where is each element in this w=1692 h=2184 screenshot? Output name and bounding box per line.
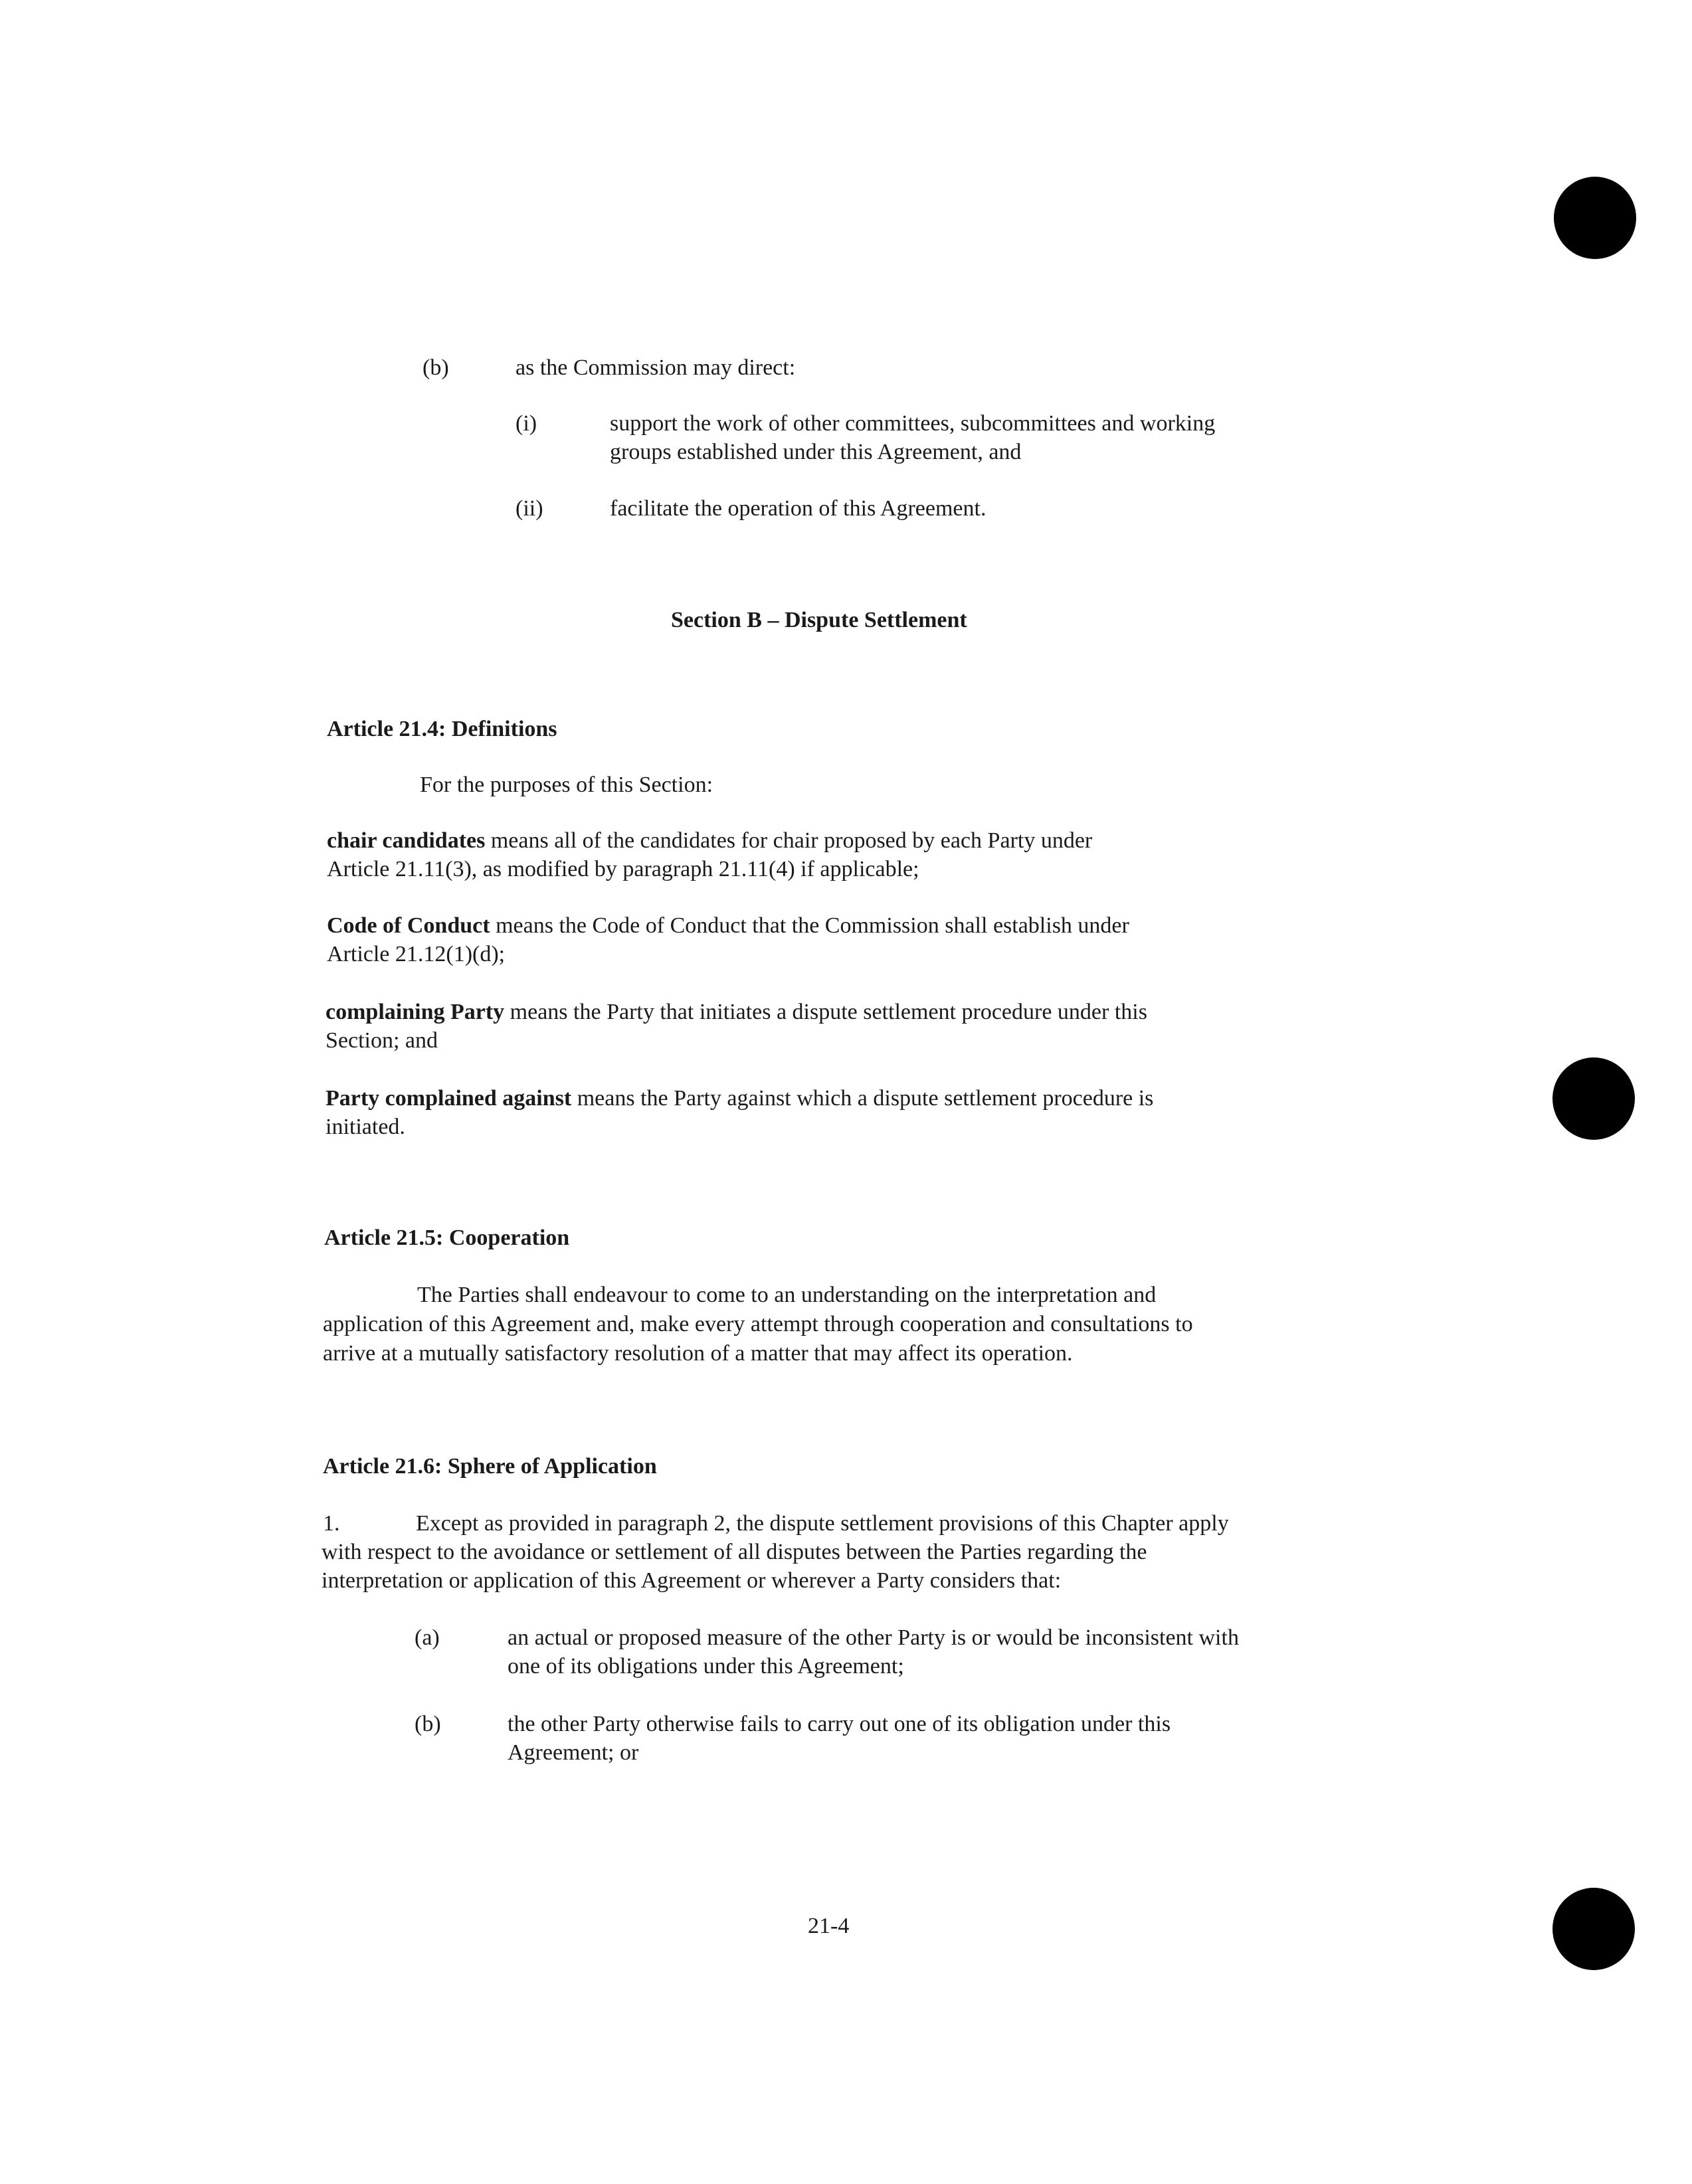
sub-b-i-marker: (i) [516, 411, 537, 436]
article-21-6-a-line2: one of its obligations under this Agreement; [508, 1654, 904, 1679]
article-21-5-line1: The Parties shall endeavour to come to an understanding on the interpretation and [417, 1283, 1157, 1307]
definition-chair-candidates: chair candidates means all of the candidates for chair proposed by each Party under [327, 828, 1093, 853]
definition-party-complained-against: Party complained against means the Party against which a dispute settlement procedure is [326, 1086, 1154, 1111]
sub-b-ii-line1: facilitate the operation of this Agreement. [610, 496, 987, 521]
definition-code-of-conduct-line2: Article 21.12(1)(d); [327, 942, 506, 966]
sub-b-i-line2: groups established under this Agreement, and [610, 440, 1022, 464]
page-number: 21-4 [808, 1914, 850, 1938]
article-21-4-heading: Article 21.4: Definitions [327, 717, 557, 741]
article-21-6-a-line1: an actual or proposed measure of the other Party is or would be inconsistent with [508, 1625, 1239, 1650]
definition-complaining-party: complaining Party means the Party that initiates a dispute settlement procedure under this [326, 1000, 1147, 1024]
article-21-4-intro: For the purposes of this Section: [420, 773, 713, 797]
article-21-6-a-marker: (a) [415, 1625, 440, 1650]
article-21-6-b-line2: Agreement; or [508, 1740, 639, 1765]
definition-party-complained-against-line2: initiated. [326, 1115, 405, 1139]
punch-hole-middle [1552, 1057, 1635, 1140]
definition-complaining-party-line2: Section; and [326, 1028, 438, 1053]
punch-hole-top [1554, 177, 1636, 259]
article-21-5-line2: application of this Agreement and, make every attempt through cooperation and consultations to [323, 1312, 1193, 1336]
article-21-6-line1: Except as provided in paragraph 2, the dispute settlement provisions of this Chapter apply [416, 1511, 1229, 1536]
article-21-6-line3: interpretation or application of this Agreement or wherever a Party considers that: [322, 1568, 1062, 1593]
definition-code-of-conduct: Code of Conduct means the Code of Conduct that the Commission shall establish under [327, 913, 1129, 938]
article-21-6-line2: with respect to the avoidance or settlement of all disputes between the Parties regarding the [322, 1540, 1147, 1564]
sub-b-marker: (b) [423, 355, 449, 380]
section-heading: Section B – Dispute Settlement [671, 608, 967, 632]
article-21-6-b-marker: (b) [415, 1712, 441, 1736]
sub-b-text: as the Commission may direct: [516, 355, 796, 380]
article-21-5-line3: arrive at a mutually satisfactory resolution of a matter that may affect its operation. [323, 1341, 1073, 1366]
article-21-6-heading: Article 21.6: Sphere of Application [323, 1454, 657, 1479]
sub-b-ii-marker: (ii) [516, 496, 543, 521]
punch-hole-bottom [1552, 1888, 1635, 1970]
article-21-6-para-number: 1. [323, 1511, 340, 1536]
definition-chair-candidates-line2: Article 21.11(3), as modified by paragraph 21.11(4) if applicable; [327, 857, 919, 881]
sub-b-i-line1: support the work of other committees, subcommittees and working [610, 411, 1216, 436]
article-21-6-b-line1: the other Party otherwise fails to carry out one of its obligation under this [508, 1712, 1171, 1736]
article-21-5-heading: Article 21.5: Cooperation [324, 1226, 570, 1250]
